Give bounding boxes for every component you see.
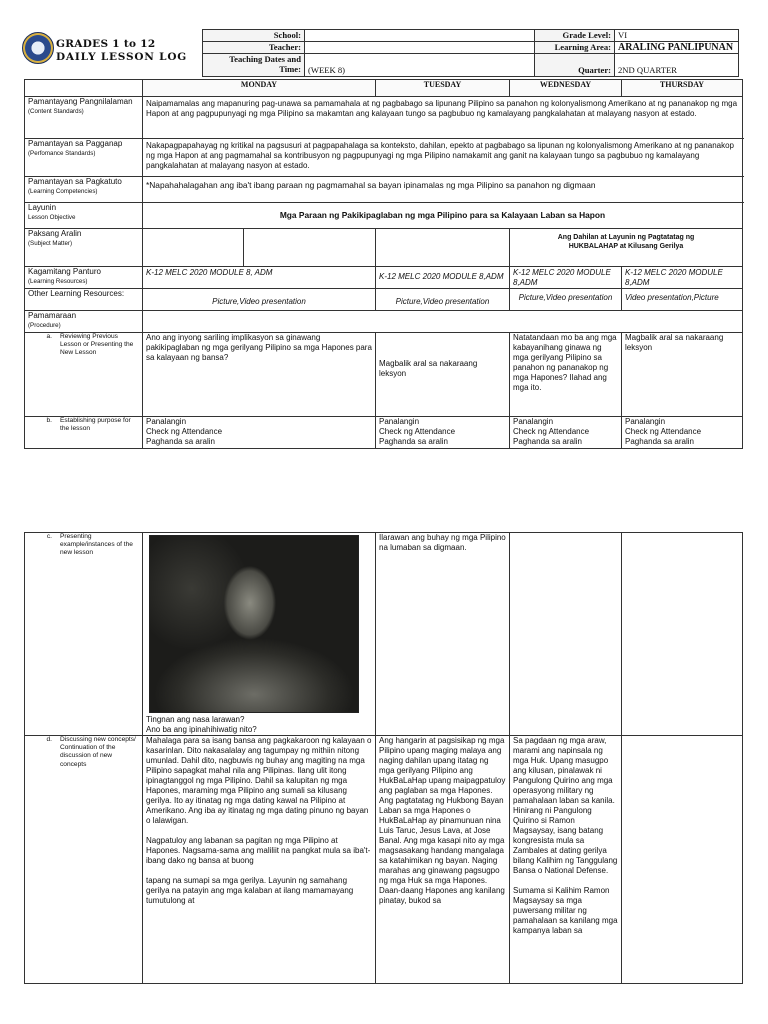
prayer-line: Panalangin <box>625 417 666 426</box>
step-text: Establishing purpose for the lesson <box>60 417 131 433</box>
subject-tuesday <box>376 229 510 267</box>
label-sub: (Learning Resources) <box>28 278 88 285</box>
other-monday: Picture,Video presentation <box>143 289 376 311</box>
guerrilla-photo <box>149 535 359 713</box>
step-a-monday: Ano ang inyong sariling implikasyon sa ginawang pakikipaglaban ng mga gerilyang Pilipino sa mga Hapones para sa kalayaan ng bansa? <box>143 333 376 417</box>
photo-question-2: Ano ba ang ipinahihiwatig nito? <box>146 725 257 734</box>
teacher-label: Teacher: <box>203 42 305 54</box>
content-standards-label <box>25 97 143 139</box>
subject-monday-b <box>244 229 376 267</box>
grade-level-label: Grade Level: <box>535 30 615 42</box>
discussion-paragraph-1: Mahalaga para sa isang bansa ang pagkakaroon ng kalayaan o kasarinlan. Dito nakasalalay ang tagumpay ng mithiin nitong umunlad. Dahil dito, nagbuwis ng buhay ang magiting na mga Pilipino sapagkat mahal nila ang Pilipinas. Ilang ulit itong ipinagtanggol ng mga Pilipino. Dahil sa kalupitan ng mga Hapones, maraming mga Pilipino ang sumali sa kilusang gerilya. Ito ay itinatag ng mga dating kawal na Pilipino at Amerikano. Ang iba ay itinatag ng mga dating pinuno ng bayan o lalawigan. <box>146 736 372 825</box>
label-main: Kagamitang Panturo <box>28 267 101 276</box>
day-tuesday: TUESDAY <box>376 80 510 97</box>
quarter-value: 2ND QUARTER <box>615 54 739 77</box>
label-sub: (Procedure) <box>28 322 61 329</box>
label-main: Layunin <box>28 203 57 212</box>
step-d-monday <box>143 736 376 984</box>
other-tuesday: Picture,Video presentation <box>376 289 510 311</box>
step-c-thursday <box>510 533 622 736</box>
performance-standards-text: Nakapagpapahayag ng kritikal na pagsusuri at pagpapahalaga sa konteksto, dahilan, epekto at pagbabago sa lipunan ng kolonyalismong Amerikano at ng pananakop ng mga Hapon at ang pagmamahal sa kontribusyon ng pagpupunyagi ng mga Pilipino namakamit ang ganit na kalayaan tungo sa pagbubuo ng kamalayang pangkalahatan at malayang nasyon at estado. <box>143 139 743 177</box>
label-main: Pamamaraan <box>28 311 77 320</box>
day-wednesday: WEDNESDAY <box>510 80 622 97</box>
prayer-line: Panalangin <box>379 417 420 426</box>
label-sub: (Subject Matter) <box>28 240 73 247</box>
step-d-label <box>25 736 143 984</box>
step-text: Discussing new concepts/ Continuation of the discussion of new concepts <box>60 736 136 768</box>
step-letter: a. <box>46 333 52 340</box>
step-text: Reviewing Previous Lesson or Presenting the New Lesson <box>60 333 134 357</box>
learning-competencies-label <box>25 177 143 203</box>
procedure-label <box>25 311 143 333</box>
label-main: Paksang Aralin <box>28 229 82 238</box>
step-letter: b. <box>46 417 52 424</box>
step-c-wednesday: Ilarawan ang buhay ng mga Pilipino na lumaban sa digmaan. <box>376 533 510 736</box>
prepare-line: Paghanda sa aralin <box>146 437 215 446</box>
step-d-wednesday: Ang hangarin at pagsisikap ng mga Pilipino upang maging malaya ang naging dahilan upang itatag ng mga gerilyang Pilipino ang HukBaLaHap upang maipagpatuloy ang paglaban sa mga Hapones. Ang pagtatatag ng Hukbong Bayan Laban sa mga Hapones o HukBaLaHap ay pinamunuan nina Luis Taruc, Jesus Lava, at Jose Banal. Ang mga kasapi nito ay mga magsasakang handang mangalaga sa katahimikan ng bayan. Naging marahas ang ginawang pagsugpo ng mga Huk sa mga Hapones. Daan-daang Hapones ang kanilang pinatay, bukod sa <box>376 736 510 984</box>
step-b-thursday <box>622 417 743 449</box>
day-thursday: THURSDAY <box>622 80 743 97</box>
other-thursday: Video presentation,Picture <box>622 289 743 311</box>
deped-logo <box>22 32 54 64</box>
prepare-line: Paghanda sa aralin <box>513 437 582 446</box>
school-label: School: <box>203 30 305 42</box>
brand-line-1: GRADES 1 to 12 <box>56 38 156 50</box>
step-b-monday <box>143 417 376 449</box>
brand-line-2: DAILY LESSON LOG <box>56 51 188 63</box>
discussion-paragraph-2: Nagpatuloy ang labanan sa pagitan ng mga Pilipino at Hapones. Nagsama-sama ang maliliit na pangkat mula sa iba't-ibang dako ng bansa at buong <box>146 836 371 865</box>
lesson-objective-text: Mga Paraan ng Pakikipaglaban ng mga Pilipino para sa Kalayaan Laban sa Hapon <box>143 203 743 229</box>
grade-level-value: VI <box>615 30 739 42</box>
quarter-label: Quarter: <box>535 54 615 77</box>
learning-area-value: ARALING PANLIPUNAN <box>615 42 739 54</box>
resources-wednesday: K-12 MELC 2020 MODULE 8,ADM <box>510 267 622 289</box>
learning-competencies-text: *Napahahalagahan ang iba't ibang paraan ng pagmamahal sa bayan ipinamalas ng mga Pilipino sa panahon ng digmaan <box>143 177 743 203</box>
teaching-dates-label-2: Time: <box>279 64 301 74</box>
step-b-wednesday <box>510 417 622 449</box>
attendance-line: Check ng Attendance <box>513 427 590 436</box>
attendance-line: Check ng Attendance <box>625 427 702 436</box>
photo-question-1: Tingnan ang nasa larawan? <box>146 715 245 724</box>
day-monday: MONDAY <box>143 80 376 97</box>
label-main: Pamantayan sa Pagkatuto <box>28 177 122 186</box>
discussion-paragraph-3: tapang na sumapi sa mga gerilya. Layunin ng samahang gerilya na patayin ang mga kalaban at ilang mamamayang tumutulong at <box>146 876 354 905</box>
step-c-monday <box>143 533 376 736</box>
prepare-line: Paghanda sa aralin <box>625 437 694 446</box>
step-a-label <box>25 333 143 417</box>
teaching-dates-value: (WEEK 8) <box>305 54 535 77</box>
school-value <box>305 30 535 42</box>
step-d-thursday <box>510 736 622 984</box>
other-wednesday: Picture,Video presentation <box>510 289 622 311</box>
label-sub: (Perfomance Standards) <box>28 150 96 157</box>
other-resources-label: Other Learning Resources: <box>25 289 143 311</box>
learning-resources-label <box>25 267 143 289</box>
lesson-objective-label <box>25 203 143 229</box>
teacher-value <box>305 42 535 54</box>
header-info-table <box>202 29 739 77</box>
teaching-dates-label <box>203 54 305 77</box>
label-sub: (Content Standards) <box>28 108 84 115</box>
step-d-friday <box>622 736 743 984</box>
label-main: Pamantayang Pangnilalaman <box>28 97 133 106</box>
label-main: Pamantayan sa Pagganap <box>28 139 123 148</box>
content-standards-text: Naipamamalas ang mapanuring pag-unawa sa pamamahala at ng pagbabago sa lipunang Pilipino sa panahon ng kolonyalismong Amerikano at ng pananakop ng mga Hapon at ang pagpupunyagi ng mga Pilipino sa makamtan ang kalayaan tungo sa pagbubuo ng kamalayang pangkalahatan at malayang nasyon at estado. <box>143 97 743 139</box>
corner-cell <box>25 80 143 97</box>
prepare-line: Paghanda sa aralin <box>379 437 448 446</box>
prayer-line: Panalangin <box>146 417 187 426</box>
thursday-paragraph-2: Sumama si Kalihim Ramon Magsaysay sa mga puwersang militar ng pamahalaan sa kanilang mga kampanya laban sa <box>513 886 618 935</box>
step-text: Presenting example/instances of the new lesson <box>60 533 133 557</box>
step-a-thursday: Magbalik aral sa nakaraang leksyon <box>622 333 743 417</box>
step-letter: d. <box>46 736 52 743</box>
teaching-dates-label-1: Teaching Dates and <box>229 54 301 64</box>
step-c-label <box>25 533 143 736</box>
step-b-label <box>25 417 143 449</box>
resources-monday: K-12 MELC 2020 MODULE 8, ADM <box>143 267 376 289</box>
step-b-tuesday <box>376 417 510 449</box>
dll-brand <box>56 38 187 64</box>
step-letter: c. <box>46 533 52 540</box>
label-sub: (Learning Competencies) <box>28 188 98 195</box>
step-a-tuesday: Magbalik aral sa nakaraang leksyon <box>376 333 510 417</box>
attendance-line: Check ng Attendance <box>146 427 223 436</box>
resources-thursday: K-12 MELC 2020 MODULE 8,ADM <box>622 267 743 289</box>
procedure-row <box>143 311 743 333</box>
subject-matter-label <box>25 229 143 267</box>
resources-tuesday: K-12 MELC 2020 MODULE 8,ADM <box>376 267 510 289</box>
attendance-line: Check ng Attendance <box>379 427 456 436</box>
step-a-wednesday: Natatandaan mo ba ang mga kabayanihang ginawa ng mga gerilyang Pilipino sa panahon ng pananakop ng mga Hapones? Ilahad ang mga ito. <box>510 333 622 417</box>
learning-area-label: Learning Area: <box>535 42 615 54</box>
label-sub: Lesson Objective <box>28 214 76 221</box>
step-c-friday <box>622 533 743 736</box>
subject-wed-thu: Ang Dahilan at Layunin ng Pagtatatag ng HUKBALAHAP at Kilusang Gerilya <box>510 229 743 267</box>
lesson-log-table-page-2 <box>24 532 743 984</box>
performance-standards-label <box>25 139 143 177</box>
lesson-log-table <box>24 79 743 449</box>
prayer-line: Panalangin <box>513 417 554 426</box>
subject-monday-a <box>143 229 244 267</box>
thursday-paragraph-1: Sa pagdaan ng mga araw, marami ang napinsala ng mga Huk. Upang masugpo ang kilusan, pinalawak ni Pangulong Quirino ang mga operasyong military ng pamahalaan laban sa kanila. Hinirang ni Pangulong Quirino si Ramon Magsaysay, isang batang kongresista mula sa Zambales at dating gerilya bilang Kalihim ng Tanggulang Bansa o National Defense. <box>513 736 618 875</box>
